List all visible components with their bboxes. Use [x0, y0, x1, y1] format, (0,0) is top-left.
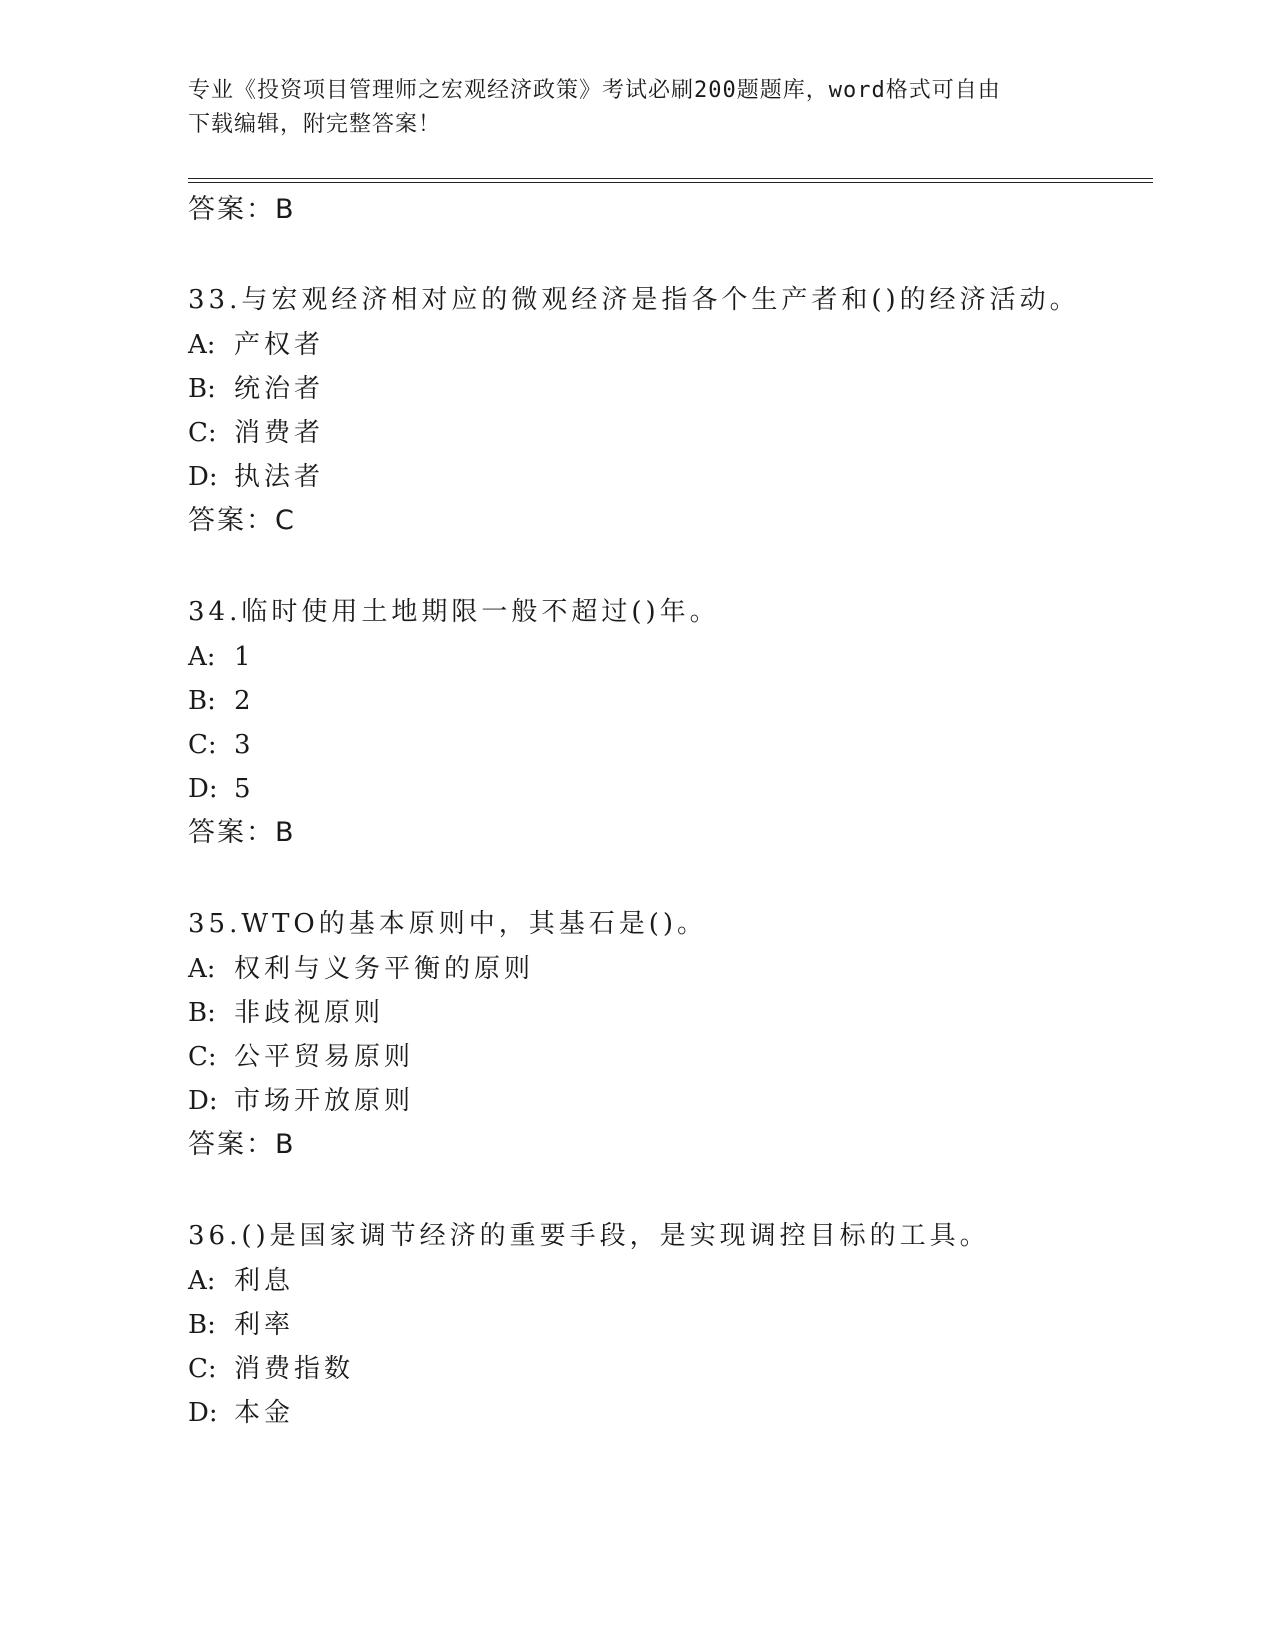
option-text: 统治者 — [234, 374, 325, 404]
header-divider-secondary — [188, 182, 1153, 183]
option-c — [188, 1352, 354, 1386]
option-a — [188, 328, 324, 362]
option-text: 3 — [234, 730, 255, 760]
option-b — [188, 996, 384, 1030]
option-text: 执法者 — [234, 462, 325, 492]
option-b — [188, 372, 324, 406]
option-d — [188, 1396, 294, 1430]
option-letter: C: — [188, 418, 217, 448]
option-text: 产权者 — [234, 330, 325, 360]
option-d — [188, 772, 255, 806]
option-letter: B: — [188, 374, 216, 404]
question-stem: 34.临时使用土地期限一般不超过()年。 — [188, 597, 720, 627]
option-letter: A: — [188, 330, 216, 360]
option-text: 利息 — [234, 1266, 295, 1296]
option-text: 权利与义务平衡的原则 — [234, 954, 535, 984]
option-c — [188, 1040, 414, 1074]
question-stem: 36.()是国家调节经济的重要手段，是实现调控目标的工具。 — [188, 1221, 990, 1251]
header-divider — [188, 178, 1153, 179]
question-stem: 35.WTO的基本原则中，其基石是()。 — [188, 909, 708, 939]
option-b — [188, 1308, 294, 1342]
option-text: 利率 — [234, 1310, 295, 1340]
answer-line: 答案：B — [188, 194, 296, 225]
option-text: 本金 — [234, 1398, 295, 1428]
option-letter: D: — [188, 462, 218, 492]
option-a — [188, 640, 255, 674]
option-a — [188, 1264, 294, 1298]
answer-line: 答案：C — [188, 505, 296, 536]
option-letter: A: — [188, 642, 216, 672]
option-letter: D: — [188, 1086, 218, 1116]
option-letter: B: — [188, 998, 216, 1028]
option-letter: B: — [188, 1310, 216, 1340]
option-text: 5 — [234, 774, 255, 804]
option-c — [188, 416, 324, 450]
option-letter: C: — [188, 1354, 217, 1384]
answer-line: 答案：B — [188, 1129, 296, 1160]
option-text: 消费者 — [234, 418, 325, 448]
option-c — [188, 728, 255, 762]
option-letter: C: — [188, 1042, 217, 1072]
header-line-2: 下载编辑，附完整答案！ — [188, 112, 442, 137]
option-b — [188, 684, 255, 718]
option-letter: D: — [188, 774, 218, 804]
option-letter: A: — [188, 1266, 216, 1296]
option-d — [188, 460, 324, 494]
document-header — [188, 74, 1088, 142]
answer-line: 答案：B — [188, 817, 296, 848]
option-a — [188, 952, 534, 986]
option-letter: D: — [188, 1398, 218, 1428]
option-d — [188, 1084, 414, 1118]
option-letter: C: — [188, 730, 217, 760]
option-letter: A: — [188, 954, 216, 984]
option-letter: B: — [188, 686, 216, 716]
option-text: 1 — [234, 642, 255, 672]
option-text: 非歧视原则 — [234, 998, 385, 1028]
option-text: 公平贸易原则 — [234, 1042, 415, 1072]
question-stem: 33.与宏观经济相对应的微观经济是指各个生产者和()的经济活动。 — [188, 285, 1080, 315]
option-text: 消费指数 — [234, 1354, 355, 1384]
header-line-1: 专业《投资项目管理师之宏观经济政策》考试必刷200题题库，word格式可自由 — [188, 78, 1001, 103]
option-text: 市场开放原则 — [234, 1086, 415, 1116]
option-text: 2 — [234, 686, 255, 716]
